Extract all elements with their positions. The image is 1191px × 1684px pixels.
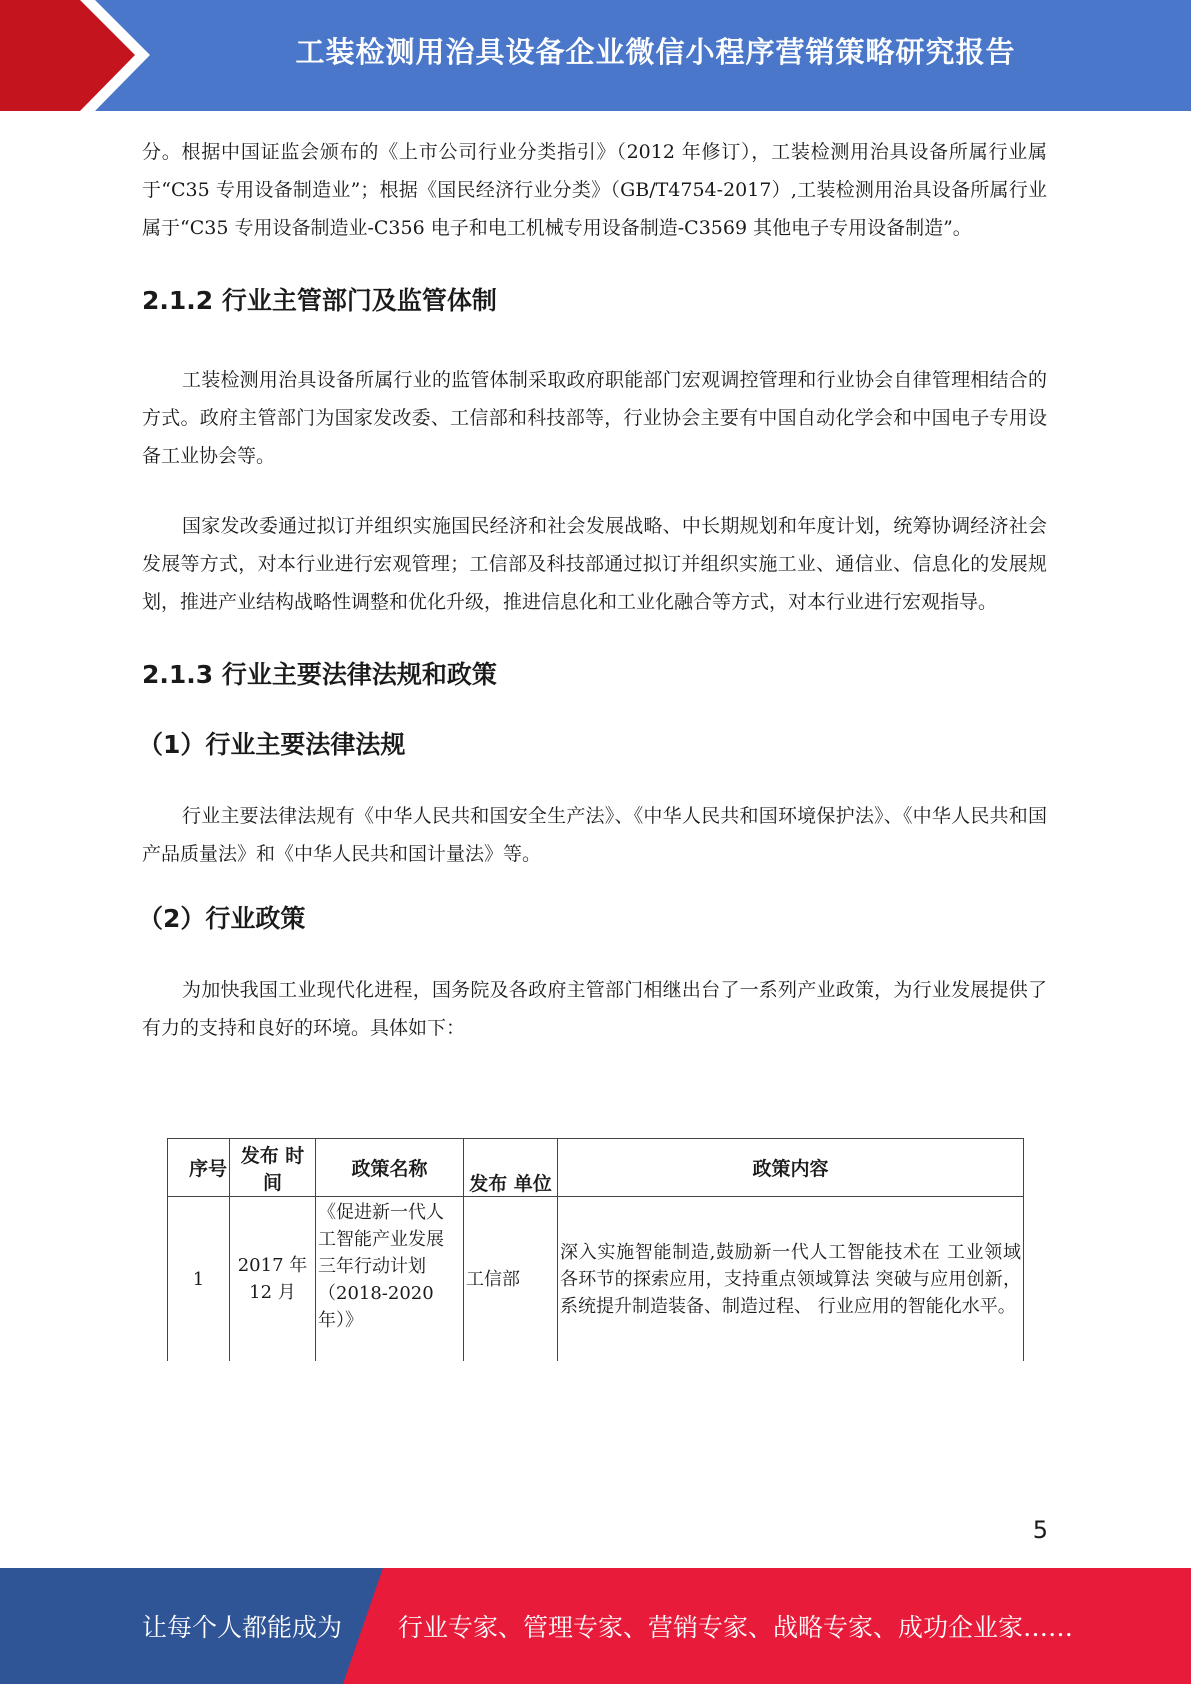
cell-content: 深入实施智能制造,鼓励新一代人工智能技术在 工业领域各环节的探索应用，支持重点领域算法 突破与应用创新，系统提升制造装备、制造过程、 行业应用的智能化水平。 xyxy=(558,1197,1024,1362)
header-content: 政策内容 xyxy=(558,1139,1024,1197)
subheading-policies: （2）行业政策 xyxy=(138,904,306,933)
intro-paragraph: 分。根据中国证监会颁布的《上市公司行业分类指引》（2012 年修订），工装检测用治具设备所属行业属于“C35 专用设备制造业”；根据《国民经济行业分类》（GB/T4754-2017）,工装检测用治具设备所属行业属于“C35 专用设备制造业-C356 电子和电工机械专用设备制造-C3569 其他电子专用设备制造”。 xyxy=(142,141,1047,239)
report-title: 工装检测用治具设备企业微信小程序营销策略研究报告 xyxy=(295,34,1016,69)
subheading-laws: （1）行业主要法律法规 xyxy=(138,730,406,759)
header-org: 发布 单位 xyxy=(464,1139,558,1197)
paragraph-laws: 行业主要法律法规有《中华人民共和国安全生产法》、《中华人民共和国环境保护法》、《中华人民共和国产品质量法》和《中华人民共和国计量法》等。 xyxy=(142,805,1047,865)
table-row xyxy=(168,1197,1024,1362)
table-header-row xyxy=(168,1139,1024,1197)
cell-org: 工信部 xyxy=(464,1197,558,1362)
paragraph-policies: 为加快我国工业现代化进程，国务院及各政府主管部门相继出台了一系列产业政策，为行业发展提供了有力的支持和良好的环境。具体如下： xyxy=(142,979,1047,1039)
header-arrow-decoration xyxy=(0,0,150,111)
header-banner xyxy=(0,0,1191,111)
section-heading-2-1-2: 2.1.2 行业主管部门及监管体制 xyxy=(142,286,497,315)
header-no: 序号 xyxy=(168,1139,230,1197)
cell-name: 《促进新一代人工智能产业发展三年行动计划（2018-2020 年）》 xyxy=(316,1197,464,1362)
cell-date: 2017 年 12 月 xyxy=(230,1197,316,1362)
paragraph-regulatory-system: 工装检测用治具设备所属行业的监管体制采取政府职能部门宏观调控管理和行业协会自律管理相结合的方式。政府主管部门为国家发改委、工信部和科技部等，行业协会主要有中国自动化学会和中国电子专用设备工业协会等。 xyxy=(142,369,1047,467)
paragraph-ndrc-role: 国家发改委通过拟订并组织实施国民经济和社会发展战略、中长期规划和年度计划，统筹协调经济社会发展等方式，对本行业进行宏观管理；工信部及科技部通过拟订并组织实施工业、通信业、信息化的发展规划，推进产业结构战略性调整和优化升级，推进信息化和工业化融合等方式，对本行业进行宏观指导。 xyxy=(142,515,1047,613)
header-date: 发布 时间 xyxy=(230,1139,316,1197)
section-heading-2-1-3: 2.1.3 行业主要法律法规和政策 xyxy=(142,660,497,689)
page-content xyxy=(138,133,1047,1047)
cell-no: 1 xyxy=(168,1197,230,1362)
header-name: 政策名称 xyxy=(316,1139,464,1197)
page-number: 5 xyxy=(1032,1516,1048,1544)
footer-slogan-right: 行业专家、管理专家、营销专家、战略专家、成功企业家…… xyxy=(398,1613,1074,1642)
policy-table xyxy=(167,1138,1024,1361)
footer-slogan-left: 让每个人都能成为 xyxy=(142,1613,343,1642)
